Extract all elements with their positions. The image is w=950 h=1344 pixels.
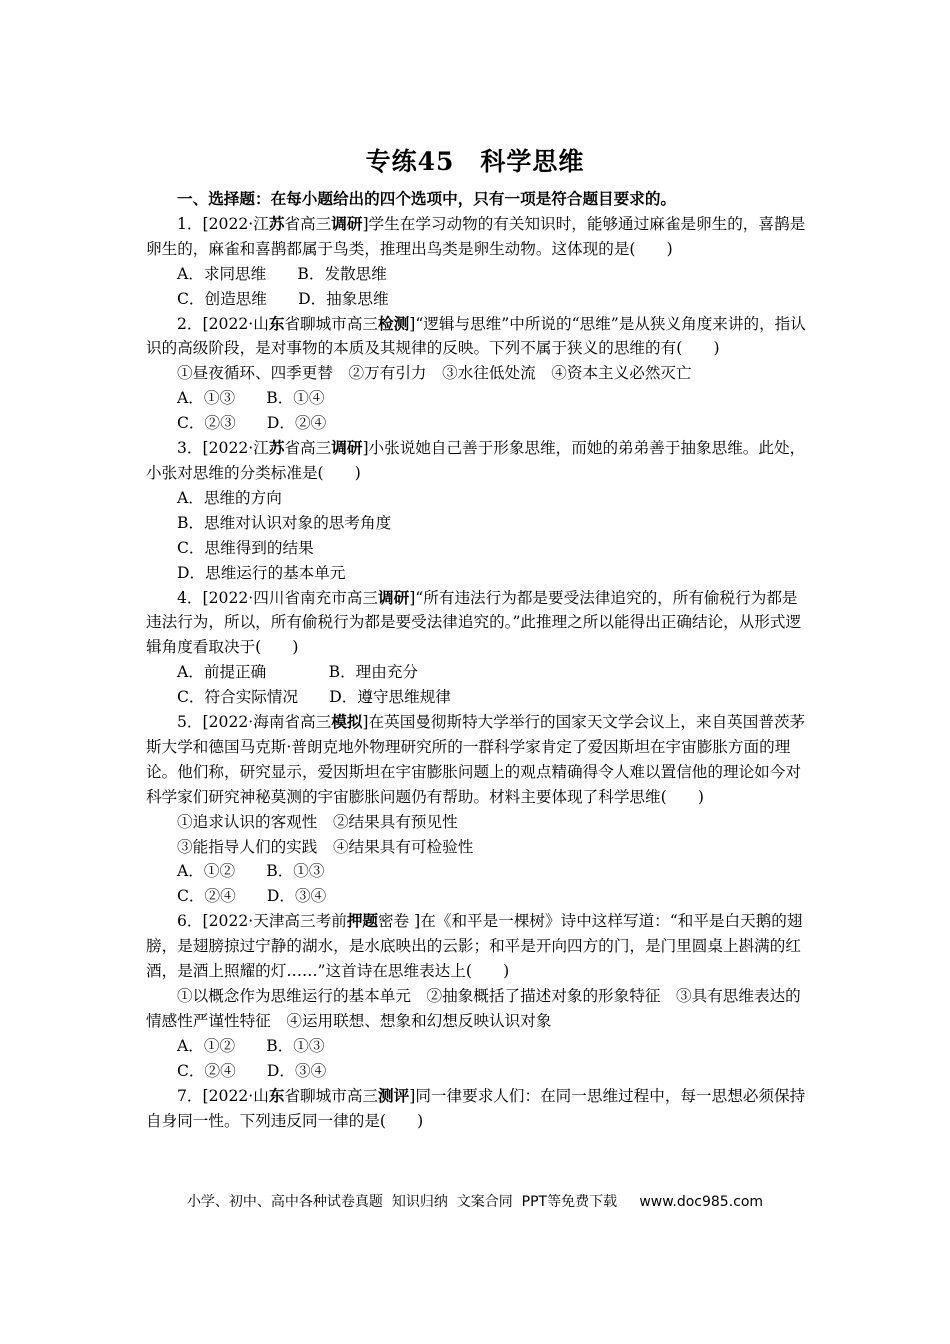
question-2-options-ab: A．①③ B．①④ — [177, 389, 325, 408]
question-4-stem — [146, 586, 808, 661]
question-2-options-cd: C．②③ D．②④ — [177, 414, 327, 433]
question-5-options-ab: A．①② B．①③ — [177, 862, 325, 881]
question-source: [2022·四川省南充市高三 — [202, 588, 378, 607]
question-4-options-cd: C．符合实际情况 D．遵守思维规律 — [177, 688, 451, 707]
question-number: 3． — [177, 439, 203, 458]
question-5-options-cd: C．②④ D．③④ — [177, 887, 327, 906]
question-source-bold: 调研 — [331, 438, 363, 458]
question-source: [2022·江 — [202, 214, 269, 233]
question-5-statements-2: ③能指导人们的实践 ④结果具有可检验性 — [177, 837, 474, 856]
question-source-bold: 检测 — [378, 313, 410, 333]
question-source: ] — [414, 912, 421, 931]
question-6-options-ab: A．①② B．①③ — [177, 1036, 325, 1055]
question-source: ] — [362, 713, 369, 732]
question-source: ] — [409, 588, 416, 607]
question-source: [2022·江 — [202, 439, 269, 458]
question-6-statements: ①以概念作为思维运行的基本单元 ②抽象概括了描述对象的形象特征 ③具有思维表达的情感性严谨性特征 ④运用联想、想象和幻想反映认识对象 — [146, 987, 801, 1030]
question-3-option-a: A．思维的方向 — [177, 488, 282, 507]
question-3-option-b: B．思维对认识对象的思考角度 — [177, 513, 392, 532]
question-4-options-ab: A．前提正确 B．理由充分 — [177, 663, 419, 682]
question-source: [2022·山 — [202, 314, 269, 333]
page-title: 专练45 科学思维 — [365, 147, 585, 176]
question-source: 省聊城市高三 — [284, 314, 379, 333]
question-number: 1． — [177, 214, 203, 233]
question-source: 省聊城市高三 — [284, 1086, 379, 1105]
question-source: ] — [362, 214, 369, 233]
question-text: 学生在学习动物的有关知识时，能够通过麻雀是卵生的，喜鹊是卵生的，麻雀和喜鹊都属于鸟类，推理出鸟类是卵生动物。这体现的是( ) — [146, 214, 806, 258]
question-6-stem — [146, 909, 808, 984]
question-source: [2022·海南省高三 — [202, 713, 332, 732]
page-footer: 小学、初中、高中各种试卷真题 知识归纳 文案合同 PPT等免费下载 www.doc985.com — [186, 1194, 764, 1210]
question-3-option-c: C．思维得到的结果 — [177, 538, 314, 557]
question-list — [146, 187, 808, 1133]
question-1-options-ab: A．求同思维 B．发散思维 — [177, 264, 387, 283]
question-source: 密卷 — [378, 912, 415, 931]
question-2-statements: ①昼夜循环、四季更替 ②万有引力 ③水往低处流 ④资本主义必然灭亡 — [177, 364, 692, 383]
question-text: 在《和平是一棵树》诗中这样写道：“和平是白天鹅的翅膀，是翅膀掠过宁静的湖水，是水底映出的云影；和平是开向四方的门，是门里圆桌上斟满的红酒，是酒上照耀的灯……”这首诗在思维表达上( ) — [146, 912, 803, 981]
question-number: 4． — [177, 588, 203, 607]
question-source: ] — [409, 1086, 416, 1105]
question-source-bold: 测评 — [378, 1085, 410, 1105]
question-source: 省高三 — [284, 214, 332, 233]
question-source: ] — [409, 314, 416, 333]
question-text: 同一律要求人们：在同一思维过程中，每一思想必须保持自身同一性。下列违反同一律的是( ) — [146, 1086, 806, 1130]
question-number: 6． — [177, 912, 203, 931]
question-source-bold: 模拟 — [331, 712, 363, 732]
question-number: 2． — [177, 314, 203, 333]
question-5-stem — [146, 710, 808, 810]
question-text: “逻辑与思维”中所说的“思维”是从狭义角度来讲的，指认识的高级阶段，是对事物的本质及其规律的反映。下列不属于狭义的思维的有( ) — [146, 314, 806, 358]
question-3-option-d: D．思维运行的基本单元 — [177, 563, 346, 582]
question-2-stem — [146, 312, 808, 362]
question-number: 7． — [177, 1086, 203, 1105]
question-source-bold: 东 — [268, 1085, 285, 1105]
question-source: [2022·山 — [202, 1086, 269, 1105]
question-source: ] — [362, 439, 369, 458]
question-7-stem — [146, 1084, 808, 1134]
question-5-statements-1: ①追求认识的客观性 ②结果具有预见性 — [177, 812, 458, 831]
question-source: [2022·天津高三考前 — [202, 912, 347, 931]
question-text: 在英国曼彻斯特大学举行的国家天文学会议上，来自英国普茨茅斯大学和德国马克斯·普朗克地外物理研究所的一群科学家肯定了爱因斯坦在宇宙膨胀方面的理论。他们称，研究显示，爱因斯坦在宇宙膨胀问题上的观点精确得令人难以置信他的理论如今对科学家们研究神秘莫测的宇宙膨胀问题仍有帮助。材料主要体现了科学思维( ) — [146, 713, 806, 806]
question-6-options-cd: C．②④ D．③④ — [177, 1061, 327, 1080]
question-source-bold: 押题 — [346, 911, 379, 931]
question-number: 5． — [177, 713, 203, 732]
question-source-bold: 调研 — [378, 587, 410, 607]
question-source: 省高三 — [284, 439, 332, 458]
question-source-bold: 苏 — [268, 438, 285, 458]
question-1-options-cd: C．创造思维 D．抽象思维 — [177, 289, 389, 308]
question-source-bold: 苏 — [268, 213, 285, 233]
question-text: “所有违法行为都是要受法律追究的，所有偷税行为都是违法行为，所以，所有偷税行为都是要受法律追究的。”此推理之所以能得出正确结论，从形式逻辑角度看取决于( ) — [146, 588, 802, 657]
question-1-stem — [146, 212, 808, 262]
question-source-bold: 东 — [268, 313, 285, 333]
question-source-bold: 调研 — [331, 213, 363, 233]
question-text: 小张说她自己善于形象思维，而她的弟弟善于抽象思维。此处，小张对思维的分类标准是( ) — [146, 439, 806, 482]
section-header: 一、选择题：在每小题给出的四个选项中，只有一项是符合题目要求的。 — [177, 189, 677, 208]
question-3-stem — [146, 436, 808, 486]
